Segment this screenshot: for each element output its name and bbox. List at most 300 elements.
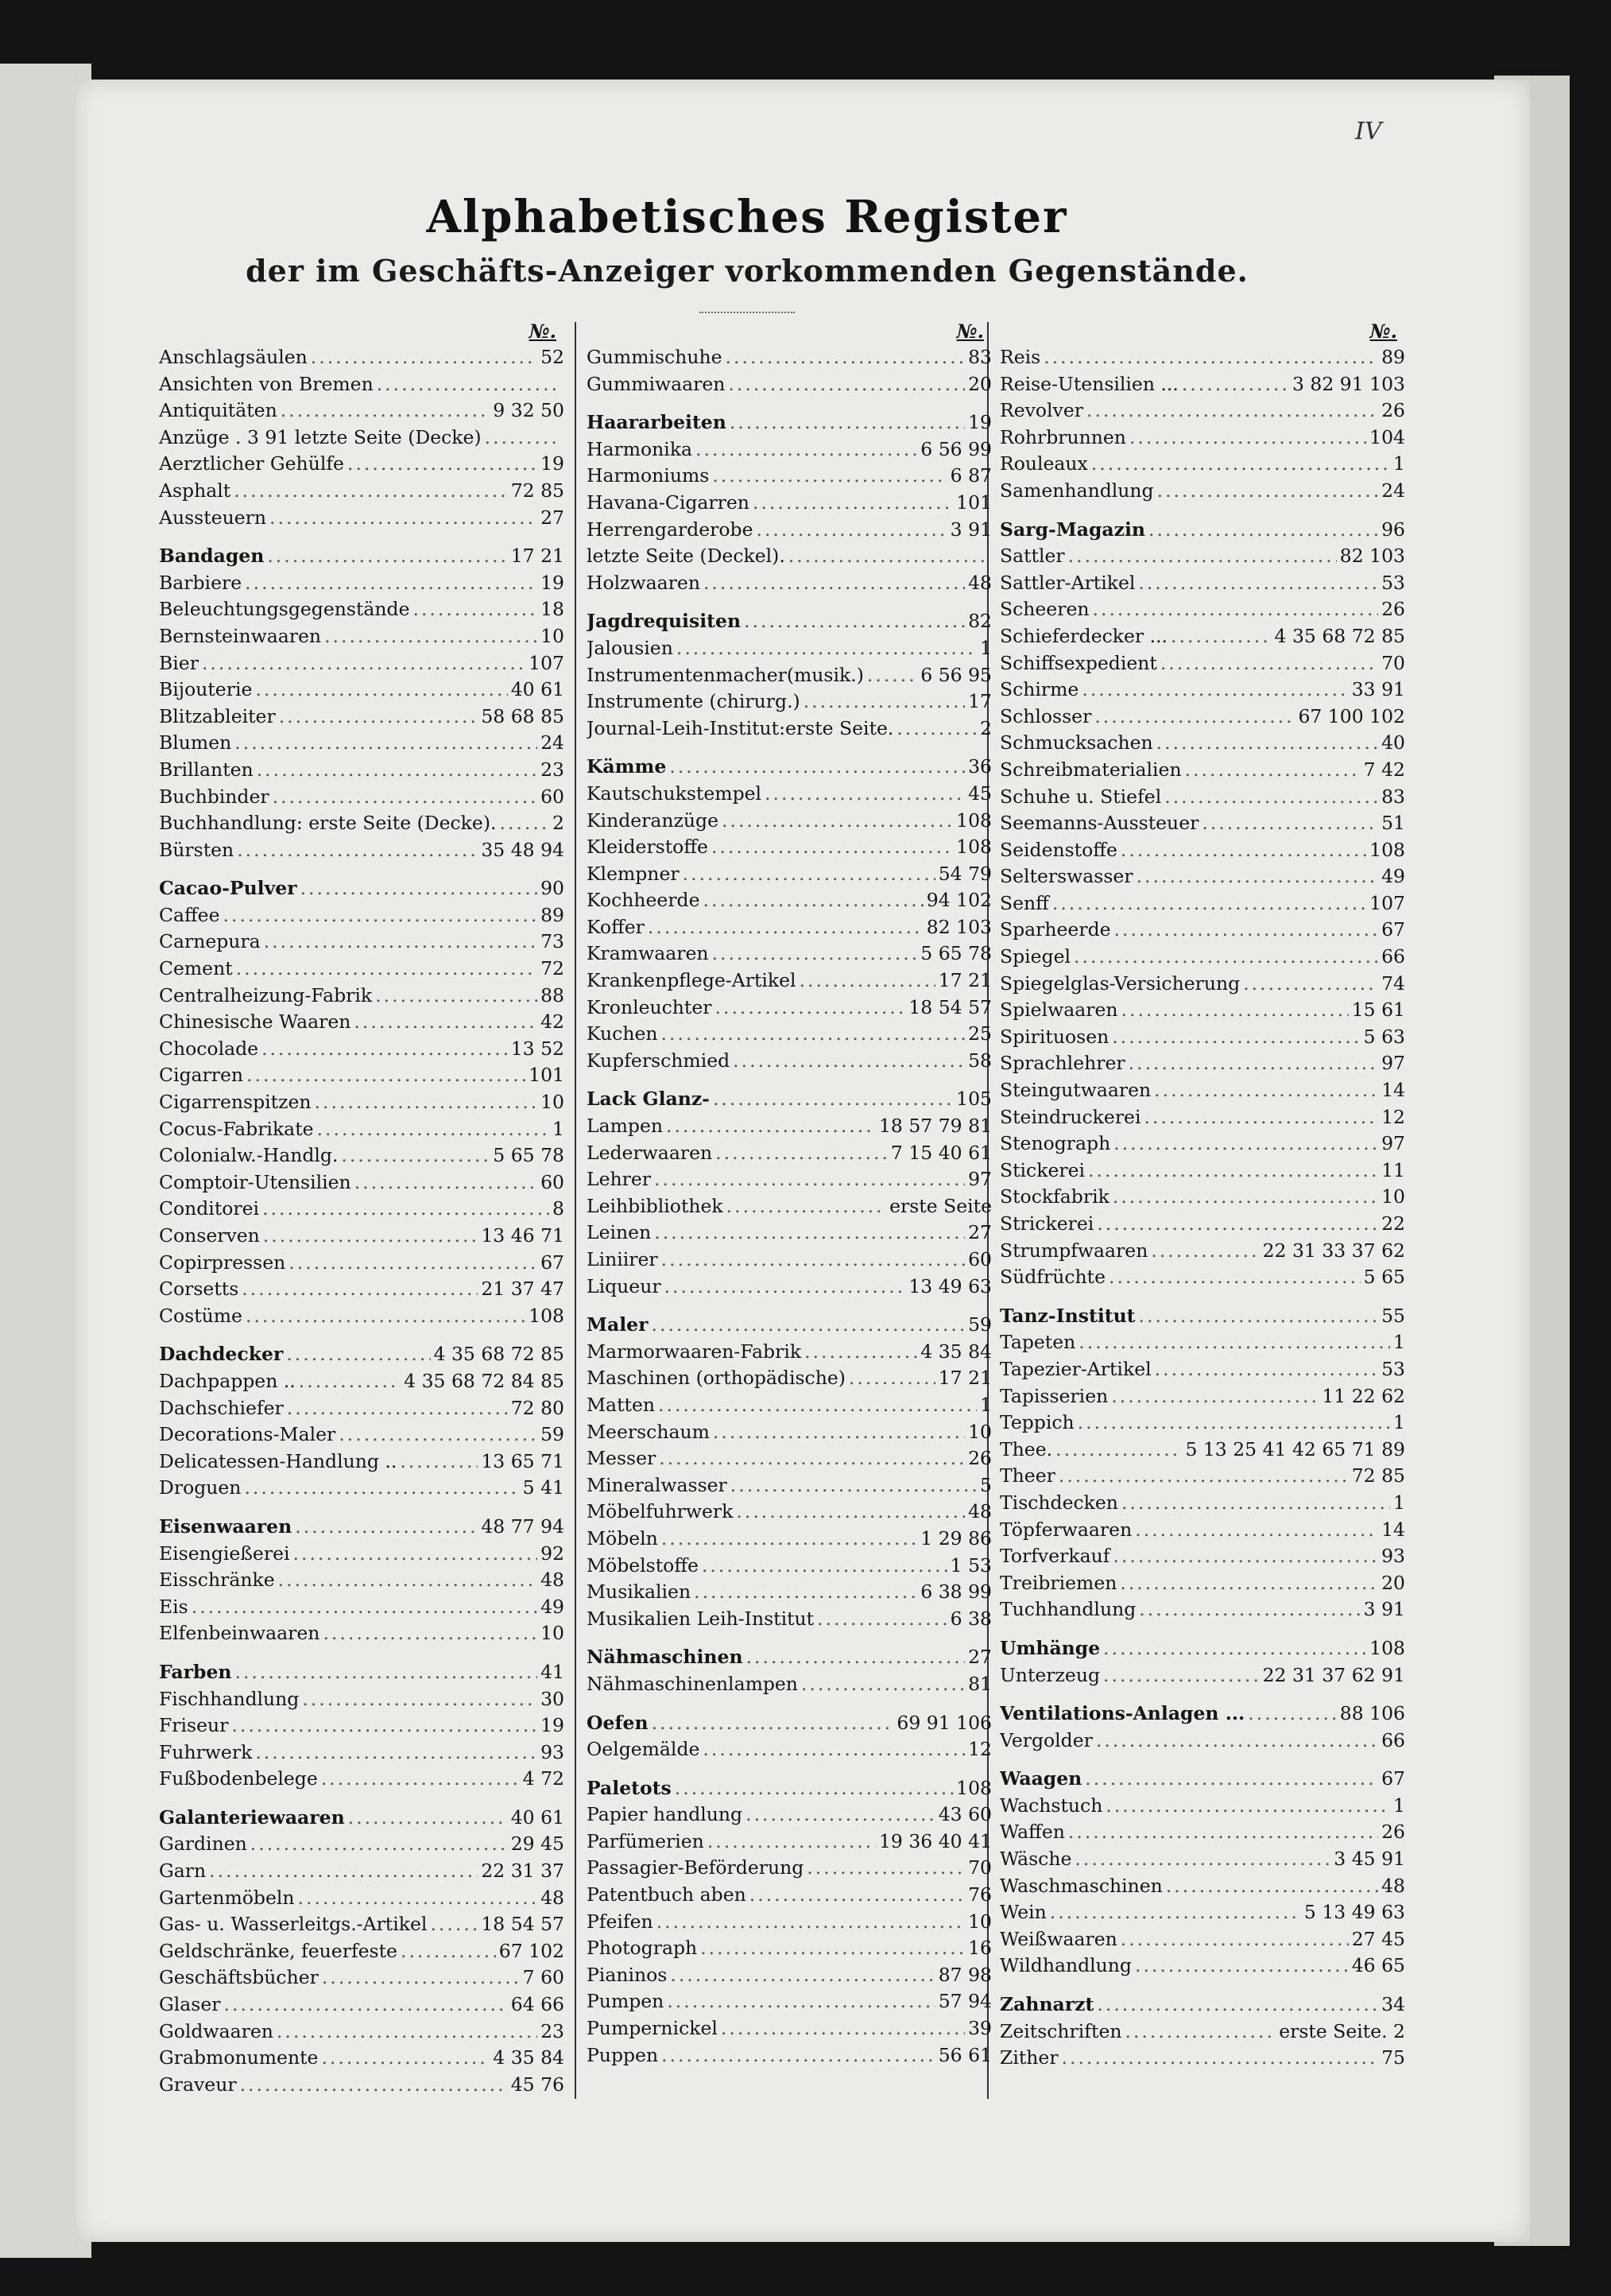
entry-name: Anschlagsäulen <box>159 346 308 368</box>
entry-numbers: 42 <box>540 1010 564 1034</box>
leader-dots <box>656 1445 965 1472</box>
entry-numbers: 48 <box>1381 1874 1405 1897</box>
entry-name: Tanz-Institut <box>1000 1304 1136 1327</box>
index-entry <box>1000 863 1405 890</box>
entry-name: Schreibmaterialien <box>1000 758 1182 781</box>
entry-name: Harmoniums <box>587 464 710 487</box>
leader-dots <box>700 887 924 914</box>
entry-name: Galanteriewaaren <box>159 1805 345 1829</box>
entry-numbers: 16 <box>968 1937 992 1960</box>
entry-name: Bier <box>159 651 199 674</box>
corner-page-mark: IV <box>1355 118 1382 145</box>
leader-dots <box>318 2045 490 2072</box>
index-entry <box>159 1089 564 1116</box>
index-entry <box>587 1644 992 1671</box>
index-entry <box>1000 1793 1405 1820</box>
index-entry <box>587 635 992 662</box>
leader-dots <box>277 398 490 425</box>
leader-dots <box>893 716 977 743</box>
index-entry <box>587 1579 992 1606</box>
index-entry <box>1000 1490 1405 1517</box>
leader-dots <box>231 730 537 757</box>
index-entry <box>1000 1662 1405 1689</box>
index-entry <box>1000 1238 1405 1265</box>
leader-dots <box>718 2015 965 2042</box>
leader-dots <box>254 757 537 784</box>
leader-dots <box>397 1938 496 1965</box>
entry-numbers: 54 79 <box>938 862 992 885</box>
entry-name: Herrengarderobe <box>587 518 753 541</box>
entry-numbers: 11 <box>1381 1158 1405 1181</box>
entry-numbers: 4 35 68 72 85 <box>1274 624 1405 647</box>
index-entry <box>159 1395 564 1422</box>
index-entry <box>1000 1543 1405 1570</box>
entry-numbers: 17 21 <box>938 1367 992 1390</box>
index-entry <box>1000 623 1405 650</box>
entry-numbers: 108 <box>1369 1636 1405 1659</box>
leader-dots <box>661 1274 906 1301</box>
entry-numbers: 97 <box>968 1168 992 1191</box>
entry-numbers: 60 <box>540 785 564 808</box>
entry-numbers: 4 72 <box>522 1767 564 1790</box>
leader-dots <box>285 1250 537 1277</box>
entry-numbers: 46 65 <box>1351 1954 1405 1977</box>
index-entry <box>1000 1383 1405 1410</box>
index-entry <box>587 1193 992 1220</box>
entry-numbers: 101 <box>956 491 992 514</box>
index-entry <box>1000 784 1405 811</box>
entry-numbers: 10 <box>968 1420 992 1443</box>
entry-numbers: 67 102 <box>498 1939 564 1962</box>
entry-name: Schuhe u. Stiefel <box>1000 785 1162 808</box>
entry-numbers: 74 <box>1381 972 1405 995</box>
leader-dots <box>1102 1793 1390 1820</box>
leader-dots <box>234 837 478 864</box>
index-entry <box>159 1739 564 1767</box>
index-entry <box>587 490 992 517</box>
index-entry <box>159 596 564 623</box>
entry-numbers: 1 53 <box>950 1553 992 1577</box>
leader-dots <box>1109 1184 1378 1211</box>
index-entry <box>159 956 564 983</box>
entry-name: Waffen <box>1000 1821 1065 1844</box>
entry-numbers: 108 <box>956 809 992 832</box>
leader-dots <box>653 1909 965 1936</box>
entry-name: Barbiere <box>159 571 242 594</box>
leader-dots <box>700 570 965 597</box>
index-entry <box>587 1710 992 1737</box>
entry-name: Dachdecker <box>159 1343 284 1366</box>
entry-numbers: 108 <box>529 1304 564 1327</box>
leader-dots <box>319 1964 520 1992</box>
entry-numbers: 4 35 68 72 84 85 <box>404 1369 564 1392</box>
entry-numbers: 82 103 <box>926 915 992 938</box>
entry-name: Sarg-Magazin <box>1000 518 1146 541</box>
entry-name: Treibriemen <box>1000 1571 1117 1594</box>
entry-name: Cocus-Fabrikate <box>159 1117 314 1140</box>
leader-dots <box>260 1223 478 1250</box>
index-entry <box>587 914 992 941</box>
entry-numbers: 72 <box>540 957 564 980</box>
leader-dots <box>655 1392 977 1419</box>
leader-dots <box>733 1499 965 1526</box>
leader-dots <box>1118 997 1349 1024</box>
leader-dots <box>742 1802 935 1829</box>
index-entry <box>159 371 564 398</box>
entry-name: Möbeln <box>587 1526 658 1549</box>
leader-dots <box>258 1036 508 1063</box>
entry-name: Brillanten <box>159 758 254 781</box>
entry-numbers: 88 <box>540 983 564 1006</box>
entry-name: Ventilations-Anlagen ... <box>1000 1702 1245 1725</box>
entry-name: Krankenpflege-Artikel <box>587 969 796 992</box>
index-entry <box>159 1858 564 1885</box>
index-entry <box>1000 837 1405 864</box>
index-entry <box>159 1805 564 1832</box>
entry-name: Chocolade <box>159 1037 259 1060</box>
index-entry <box>1000 917 1405 944</box>
entry-name: Marmorwaaren-Fabrik <box>587 1340 802 1363</box>
index-entry <box>1000 1410 1405 1437</box>
leader-dots <box>1240 971 1378 998</box>
index-entry <box>159 1567 564 1594</box>
leader-dots <box>242 1303 525 1330</box>
index-entry <box>159 1250 564 1277</box>
index-entry <box>587 517 992 544</box>
leader-dots <box>1111 917 1379 944</box>
index-entry <box>587 1526 992 1553</box>
entry-name: Spirituosen <box>1000 1025 1109 1048</box>
page-title: Alphabetisches Register <box>426 191 1068 243</box>
entry-name: Conditorei <box>159 1197 260 1220</box>
leader-dots <box>718 808 953 835</box>
entry-name: Nähmaschinenlampen <box>587 1672 798 1695</box>
leader-dots <box>264 543 507 570</box>
entry-name: Samenhandlung <box>1000 479 1154 502</box>
entry-numbers: 67 <box>1381 918 1405 941</box>
index-entry <box>587 1775 992 1802</box>
leader-dots <box>338 1142 490 1169</box>
index-entry <box>159 1992 564 2019</box>
entry-name: Beleuchtungsgegenstände <box>159 598 410 621</box>
leader-dots <box>1136 1596 1360 1623</box>
leader-dots <box>691 1579 917 1606</box>
index-entry <box>1000 1728 1405 1755</box>
leader-dots <box>283 1341 430 1368</box>
index-entry <box>159 1541 564 1568</box>
index-entry <box>1000 371 1405 398</box>
entry-name: Bürsten <box>159 838 234 861</box>
leader-dots <box>1093 1728 1378 1755</box>
entry-name: Geschäftsbücher <box>159 1966 319 1989</box>
leader-dots <box>785 543 989 570</box>
index-entry <box>1000 1953 1405 1980</box>
leader-dots <box>241 1475 519 1502</box>
leader-dots <box>276 704 478 731</box>
entry-name: Waschmaschinen <box>1000 1874 1163 1897</box>
index-entry <box>587 834 992 861</box>
entry-numbers: 12 <box>968 1738 992 1761</box>
index-entry <box>1000 650 1405 677</box>
entry-numbers: 4 35 84 <box>493 2046 564 2069</box>
index-entry <box>587 1113 992 1140</box>
number-header: №. <box>529 320 556 343</box>
index-entry <box>159 1341 564 1368</box>
index-column-3 <box>1000 318 1405 2072</box>
index-entry <box>1000 1264 1405 1291</box>
leader-dots <box>800 688 965 716</box>
entry-numbers: erste Seite. 2 <box>1279 2019 1405 2042</box>
index-entry <box>159 1421 564 1449</box>
leader-dots <box>243 1062 525 1089</box>
entry-name: Matten <box>587 1393 656 1416</box>
entry-name: Vergolder <box>1000 1728 1093 1751</box>
entry-name: Spielwaaren <box>1000 999 1118 1022</box>
leader-dots <box>727 1472 977 1499</box>
index-entry <box>159 1712 564 1739</box>
entry-name: Kautschukstempel <box>587 781 762 805</box>
entry-numbers: 88 106 <box>1339 1702 1405 1725</box>
index-entry <box>159 784 564 811</box>
entry-name: Gummischuhe <box>587 346 722 368</box>
entry-name: Lehrer <box>587 1168 652 1191</box>
entry-numbers: 27 <box>968 1646 992 1669</box>
entry-numbers: 72 85 <box>510 479 564 502</box>
leader-dots <box>1182 757 1361 784</box>
entry-numbers: 1 <box>980 636 992 659</box>
index-entry <box>587 1802 992 1829</box>
entry-name: Umhänge <box>1000 1636 1101 1659</box>
entry-name: Garn <box>159 1860 207 1883</box>
entry-numbers: 22 31 33 37 62 <box>1262 1239 1405 1262</box>
leader-dots <box>1168 623 1272 650</box>
index-entry <box>1000 1024 1405 1051</box>
entry-numbers: 1 <box>1393 1491 1405 1514</box>
entry-name: Bandagen <box>159 545 265 568</box>
index-entry <box>159 875 564 902</box>
entry-name: Wäsche <box>1000 1848 1072 1871</box>
entry-name: Stickerei <box>1000 1158 1086 1181</box>
entry-numbers: 7 42 <box>1363 758 1405 781</box>
leader-dots <box>649 1312 966 1339</box>
entry-name: Buchbinder <box>159 785 269 808</box>
entry-numbers: 11 22 62 <box>1322 1384 1405 1407</box>
leader-dots <box>664 1988 935 2015</box>
leader-dots <box>1085 1158 1378 1185</box>
entry-name: Buchhandlung: erste Seite (Decke). <box>159 812 497 835</box>
leader-dots <box>273 2019 537 2046</box>
entry-numbers: 6 56 99 <box>920 437 992 460</box>
index-entry <box>587 1671 992 1698</box>
entry-numbers: 81 <box>968 1672 992 1695</box>
entry-numbers: 92 <box>540 1542 564 1565</box>
entry-numbers: 97 <box>1381 1052 1405 1075</box>
leader-dots <box>1110 1131 1378 1158</box>
entry-numbers: 4 35 68 72 85 <box>433 1343 564 1366</box>
index-entry <box>587 1086 992 1113</box>
entry-numbers: 58 68 85 <box>481 704 564 727</box>
leader-dots <box>726 409 965 436</box>
entry-name: Centralheizung-Fabrik <box>159 983 373 1006</box>
entry-numbers: 48 <box>540 1569 564 1592</box>
entry-numbers: 13 65 71 <box>481 1449 564 1472</box>
entry-name: Kupferschmied <box>587 1049 730 1072</box>
index-entry <box>1000 1437 1405 1464</box>
entry-numbers: 1 <box>980 1393 992 1416</box>
leader-dots <box>482 425 561 452</box>
index-entry <box>159 837 564 864</box>
entry-numbers: 7 15 40 61 <box>890 1141 992 1164</box>
entry-numbers: 21 37 47 <box>481 1278 564 1301</box>
entry-name: Liqueur <box>587 1274 661 1297</box>
entry-numbers: 40 <box>1381 731 1405 754</box>
index-entry <box>159 1368 564 1395</box>
index-entry <box>1000 1701 1405 1728</box>
index-entry <box>1000 1356 1405 1383</box>
entry-numbers: 5 65 78 <box>920 942 992 965</box>
leader-dots <box>708 834 953 861</box>
entry-numbers: 41 <box>540 1660 564 1683</box>
entry-numbers: 26 <box>1381 1821 1405 1844</box>
index-entry <box>587 1274 992 1301</box>
leader-dots <box>1179 371 1289 398</box>
index-entry <box>159 1620 564 1647</box>
entry-numbers: 67 <box>540 1251 564 1274</box>
index-entry <box>159 810 564 837</box>
leader-dots <box>1108 1383 1319 1410</box>
entry-name: Harmonika <box>587 437 693 460</box>
leader-dots <box>658 1526 917 1553</box>
entry-name: Bernsteinwaaren <box>159 624 322 647</box>
entry-numbers: 26 <box>1381 399 1405 422</box>
leader-dots <box>1118 1490 1390 1517</box>
leader-dots <box>233 956 537 983</box>
index-entry <box>587 1499 992 1526</box>
index-entry <box>587 1935 992 1962</box>
leader-dots <box>725 371 965 398</box>
index-entry <box>1000 1303 1405 1330</box>
leader-dots <box>312 1089 538 1116</box>
entry-numbers: 3 82 91 103 <box>1292 372 1405 395</box>
index-entry <box>587 2015 992 2042</box>
index-entry <box>587 1988 992 2015</box>
entry-name: Sattler <box>1000 545 1065 568</box>
index-entry <box>587 1220 992 1247</box>
entry-numbers: 1 <box>1393 452 1405 475</box>
leader-dots <box>308 344 537 371</box>
entry-name: Patentbuch aben <box>587 1883 746 1906</box>
entry-numbers: erste Seite <box>889 1194 992 1217</box>
index-entry <box>159 505 564 532</box>
leader-dots <box>409 596 537 623</box>
entry-name: Wildhandlung <box>1000 1954 1132 1977</box>
entry-name: Eisenwaaren <box>159 1515 292 1538</box>
index-entry <box>587 716 992 743</box>
entry-name: Teppich <box>1000 1411 1075 1434</box>
leader-dots <box>284 1395 508 1422</box>
index-entry <box>587 543 992 570</box>
entry-name: Oefen <box>587 1711 649 1734</box>
index-entry <box>1000 677 1405 704</box>
entry-numbers: 29 45 <box>510 1833 564 1856</box>
leader-dots <box>318 1766 520 1793</box>
leader-dots <box>372 983 537 1010</box>
index-entry <box>587 1736 992 1763</box>
entry-numbers: 108 <box>956 836 992 859</box>
entry-name: Oelgemälde <box>587 1738 700 1761</box>
entry-name: Schirme <box>1000 678 1079 701</box>
entry-name: Gartenmöbeln <box>159 1886 295 1909</box>
index-entry <box>159 623 564 650</box>
entry-name: Geldschränke, feuerfeste <box>159 1939 397 1962</box>
entry-name: Jalousien <box>587 636 673 659</box>
index-entry <box>159 730 564 757</box>
entry-name: Tuchhandlung <box>1000 1598 1137 1621</box>
entry-name: Kronleuchter <box>587 995 712 1018</box>
entry-name: Senff <box>1000 891 1049 914</box>
index-entry <box>159 1062 564 1089</box>
index-entry <box>1000 1596 1405 1623</box>
leader-dots <box>709 463 947 490</box>
entry-name: Südfrüchte <box>1000 1266 1106 1289</box>
leader-dots <box>672 1775 953 1802</box>
leader-dots <box>1109 1024 1360 1051</box>
leader-dots <box>1083 398 1378 425</box>
leader-dots <box>1145 517 1378 544</box>
entry-numbers: 48 <box>540 1886 564 1909</box>
entry-numbers: 1 <box>1393 1411 1405 1434</box>
leader-dots <box>712 1140 888 1167</box>
leader-dots <box>663 1113 876 1140</box>
entry-name: Torfverkauf <box>1000 1545 1110 1568</box>
entry-name: Möbelfuhrwerk <box>587 1500 734 1523</box>
index-entry <box>1000 596 1405 623</box>
entry-numbers: 18 57 79 81 <box>878 1115 992 1138</box>
leader-dots <box>221 1992 508 2019</box>
entry-numbers: 27 45 <box>1351 1927 1405 1950</box>
index-entry <box>159 650 564 677</box>
index-entry <box>159 1686 564 1713</box>
leader-dots <box>1090 596 1379 623</box>
leader-dots <box>814 1606 947 1633</box>
leader-dots <box>188 1594 537 1621</box>
leader-dots <box>1109 1543 1378 1570</box>
leader-dots <box>667 1962 935 1989</box>
entry-name: Leinen <box>587 1221 652 1244</box>
entry-name: Chinesische Waaren <box>159 1010 351 1034</box>
leader-dots <box>397 1449 478 1476</box>
entry-name: Maschinen (orthopädische) <box>587 1367 846 1390</box>
entry-numbers: 45 <box>968 781 992 805</box>
index-entry <box>1000 425 1405 452</box>
entry-numbers: 18 54 57 <box>481 1913 564 1936</box>
entry-numbers: 9 32 50 <box>493 399 564 422</box>
entry-name: Jagdrequisiten <box>587 610 742 633</box>
entry-name: Gardinen <box>159 1833 247 1856</box>
entry-numbers: 1 29 86 <box>920 1526 992 1549</box>
index-entry <box>587 570 992 597</box>
leader-dots <box>206 1858 478 1885</box>
entry-name: Töpferwaaren <box>1000 1518 1133 1541</box>
index-entry <box>587 1419 992 1446</box>
entry-numbers: 90 <box>540 877 564 900</box>
entry-name: Blumen <box>159 731 232 754</box>
entry-name: Weißwaaren <box>1000 1927 1117 1950</box>
index-entry <box>1000 1131 1405 1158</box>
entry-numbers: 107 <box>1369 891 1405 914</box>
leader-dots <box>753 517 947 544</box>
index-entry <box>159 704 564 731</box>
